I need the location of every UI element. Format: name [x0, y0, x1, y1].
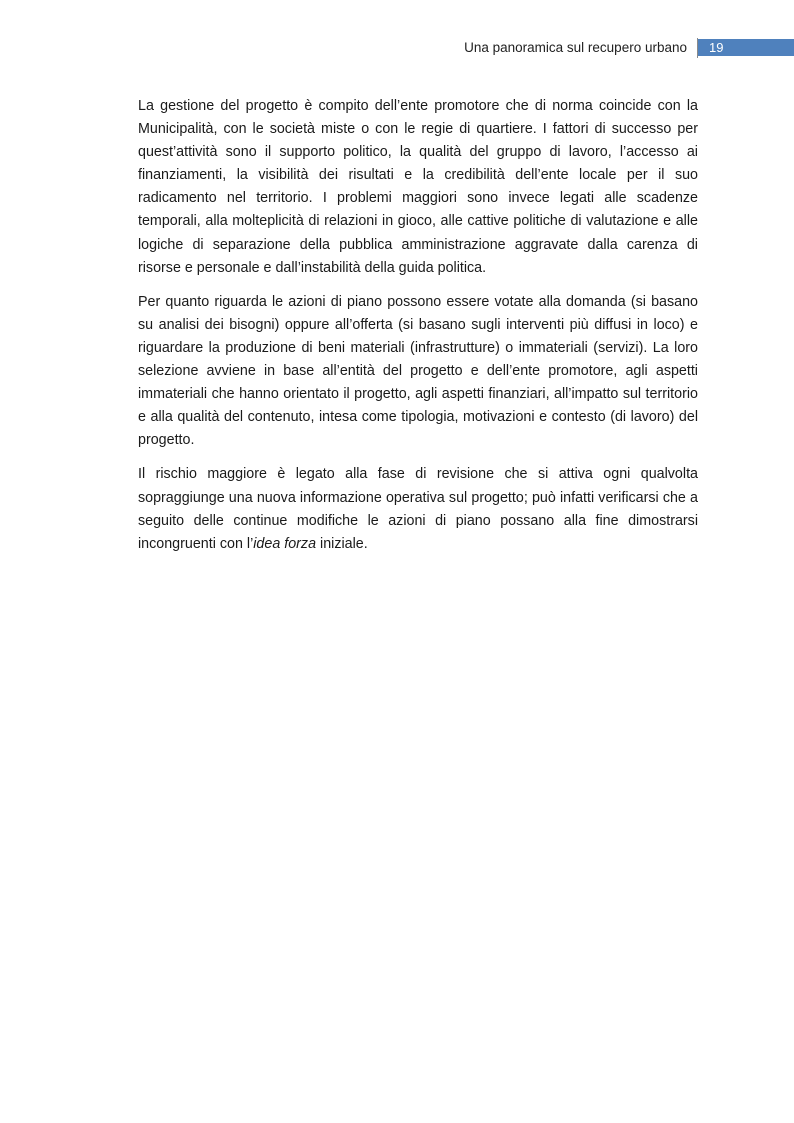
paragraph-revision-risk-text: Il rischio maggiore è legato alla fase di revisione che si attiva ogni qualvolta sopraggiunge una nuova informazione operativa sul progetto; può infatti verificarsi che a seguito delle continue modifiche le azioni di piano possano alla fine dimostrarsi incongruenti con l’ — [138, 466, 698, 552]
paragraph-revision-risk — [138, 463, 698, 555]
body-text — [138, 95, 698, 567]
running-header — [0, 38, 794, 58]
page-number: 19 — [709, 40, 724, 55]
paragraph-plan-actions: Per quanto riguarda le azioni di piano possono essere votate alla domanda (si basano su analisi dei bisogni) oppure all’offerta (si basano sugli interventi più diffusi in loco) e riguardare la produzione di beni materiali (infrastrutture) o immateriali (servizi). La loro selezione avviene in base all’entità del progetto e dell’ente promotore, agli aspetti immateriali che hanno orientato il progetto, agli aspetti finanziari, all’impatto sul territorio e alla qualità del contenuto, intesa come tipologia, motivazioni e contesto (di lavoro) del progetto. — [138, 293, 698, 449]
paragraph-revision-risk-end: iniziale. — [316, 535, 368, 552]
page-number-badge — [698, 39, 794, 56]
italic-term: idea forza — [253, 535, 317, 552]
paragraph-project-management: La gestione del progetto è compito dell’ente promotore che di norma coincide con la Municipalità, con le società miste o con le regie di quartiere. I fattori di successo per quest’attività sono il supporto politico, la qualità del gruppo di lavoro, l’accesso ai finanziamenti, la visibilità dei risultati e la credibilità dell’ente locale per il suo radicamento nel territorio. I problemi maggiori sono invece legati alle scadenze temporali, alla molteplicità di relazioni in gioco, alle cattive politiche di valutazione e alle logiche di separazione della pubblica amministrazione aggravate dalla carenza di risorse e personale e dall’instabilità della guida politica. — [138, 98, 698, 276]
header-title: Una panoramica sul recupero urbano — [464, 40, 687, 55]
